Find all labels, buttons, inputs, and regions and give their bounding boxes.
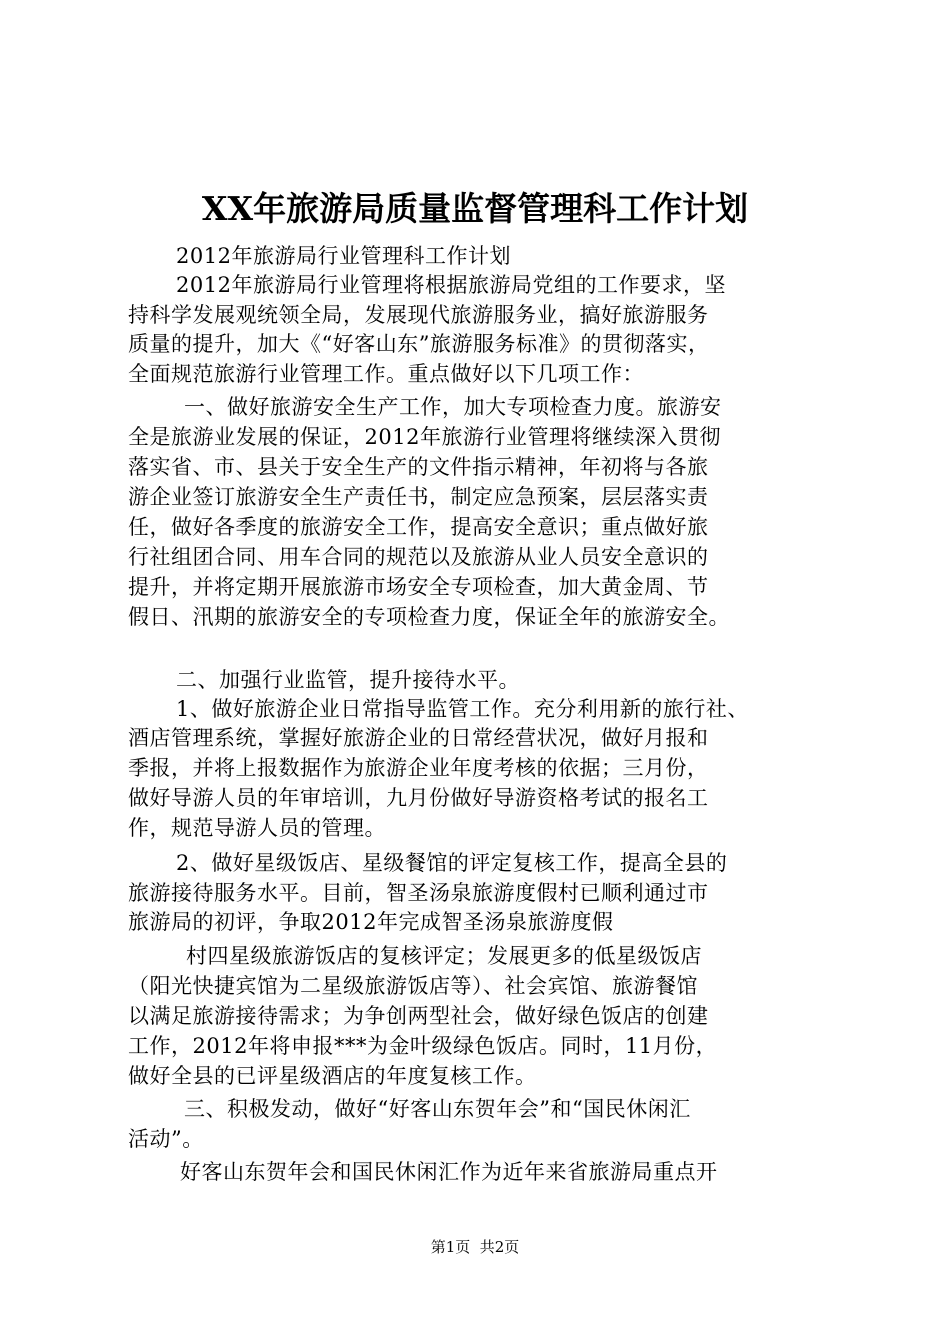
- text-line: 三、积极发动，做好“好客山东贺年会”和“国民休闲汇: [184, 1097, 691, 1121]
- text-line: 旅游接待服务水平。目前，智圣汤泉旅游度假村已顺利通过市: [128, 881, 709, 905]
- text-line: 2、做好星级饭店、星级餐馆的评定复核工作，提高全县的: [176, 851, 728, 875]
- text-line: 质量的提升，加大《“好客山东”旅游服务标准》的贯彻落实，: [128, 332, 710, 356]
- text-line: 游企业签订旅游安全生产责任书，制定应急预案，层层落实责: [128, 485, 709, 509]
- text-line: 做好全县的已评星级酒店的年度复核工作。: [128, 1064, 537, 1088]
- document-title: XX年旅游局质量监督管理科工作计划: [201, 189, 749, 228]
- text-line: 季报，并将上报数据作为旅游企业年度考核的依据；三月份，: [128, 756, 709, 780]
- text-line: 酒店管理系统，掌握好旅游企业的日常经营状况，做好月报和: [128, 726, 709, 750]
- text-line: 旅游局的初评，争取2012年完成智圣汤泉旅游度假: [128, 910, 614, 934]
- text-line: 假日、汛期的旅游安全的专项检查力度，保证全年的旅游安全。: [128, 605, 730, 629]
- text-line: 活动”。: [128, 1127, 204, 1151]
- text-line: 行社组团合同、用车合同的规范以及旅游从业人员安全意识的: [128, 545, 709, 569]
- text-line: 工作，2012年将申报***为金叶级绿色饭店。同时，11月份，: [128, 1034, 718, 1058]
- text-line: 落实省、市、县关于安全生产的文件指示精神，年初将与各旅: [128, 455, 709, 479]
- text-line: 2012年旅游局行业管理将根据旅游局党组的工作要求，坚: [176, 273, 726, 297]
- text-line: 持科学发展观统领全局，发展现代旅游服务业，搞好旅游服务: [128, 303, 709, 327]
- text-line: （阳光快捷宾馆为二星级旅游饭店等）、社会宾馆、旅游餐馆: [128, 974, 698, 998]
- text-line: 做好导游人员的年审培训，九月份做好导游资格考试的报名工: [128, 786, 709, 810]
- text-line: 提升，并将定期开展旅游市场安全专项检查，加大黄金周、节: [128, 575, 709, 599]
- text-line: 1、做好旅游企业日常指导监管工作。充分利用新的旅行社、: [176, 697, 749, 721]
- text-line: 全是旅游业发展的保证，2012年旅游行业管理将继续深入贯彻: [128, 425, 721, 449]
- text-line: 二、加强行业监管，提升接待水平。: [176, 668, 520, 692]
- text-line: 2012年旅游局行业管理科工作计划: [176, 244, 511, 268]
- text-line: 任，做好各季度的旅游安全工作，提高安全意识；重点做好旅: [128, 515, 709, 539]
- page-footer: 第1页 共2页: [430, 1238, 520, 1256]
- text-line: 好客山东贺年会和国民休闲汇作为近年来省旅游局重点开: [180, 1160, 718, 1184]
- text-line: 村四星级旅游饭店的复核评定；发展更多的低星级饭店: [186, 944, 702, 968]
- text-line: 作，规范导游人员的管理。: [128, 816, 386, 840]
- text-line: 以满足旅游接待需求；为争创两型社会，做好绿色饭店的创建: [128, 1004, 709, 1028]
- text-line: 一、做好旅游安全生产工作，加大专项检查力度。旅游安: [184, 395, 722, 419]
- text-line: 全面规范旅游行业管理工作。重点做好以下几项工作：: [128, 362, 644, 386]
